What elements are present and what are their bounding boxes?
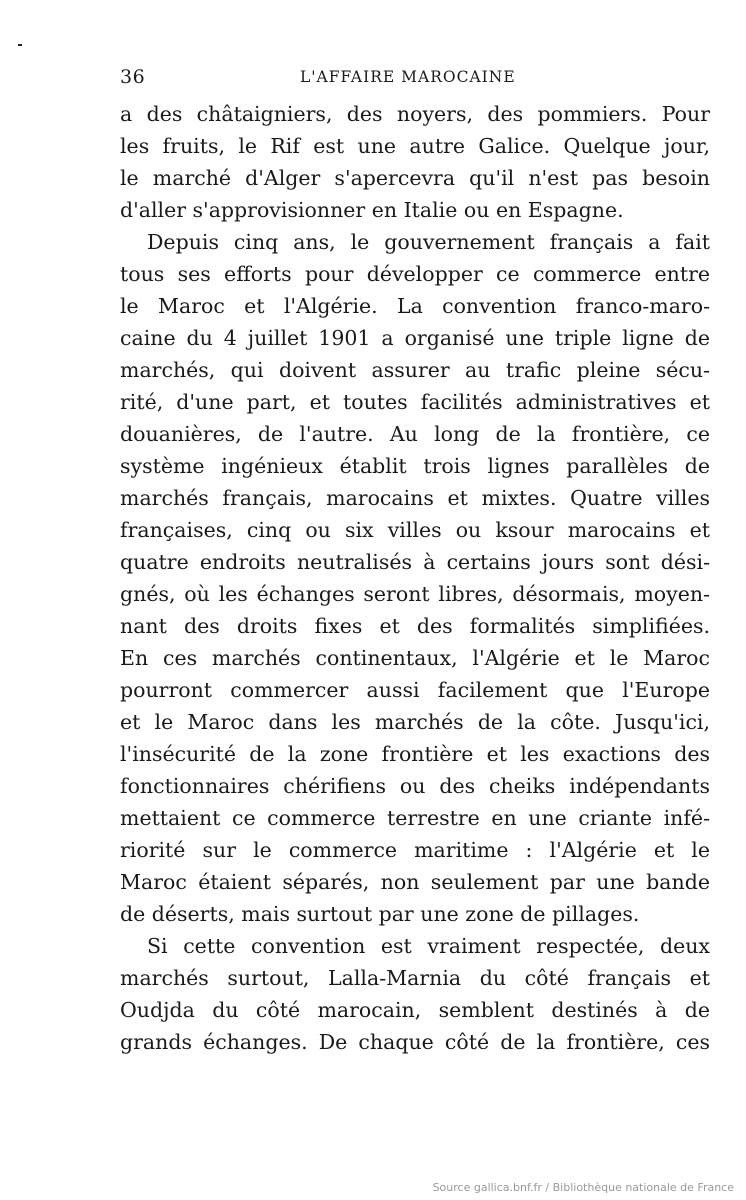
text-line: gnés, où les échanges seront libres, désormais, moyen- [120, 582, 710, 606]
body-text [120, 98, 710, 1058]
text-line: françaises, cinq ou six villes ou ksour marocains et [120, 518, 710, 542]
text-line: nant des droits fixes et des formalités simplifiées. [120, 614, 710, 638]
running-title: L'AFFAIRE MAROCAINE [300, 68, 516, 86]
text-line: d'aller s'approvisionner en Italie ou en Espagne. [120, 198, 624, 222]
text-line: tous ses efforts pour développer ce commerce entre [120, 262, 710, 286]
text-line: Depuis cinq ans, le gouvernement français a fait [147, 230, 710, 254]
text-line: grands échanges. De chaque côté de la frontière, ces [120, 1030, 710, 1054]
text-line: Si cette convention est vraiment respectée, deux [147, 934, 710, 958]
page-header [120, 66, 710, 90]
text-line: marchés français, marocains et mixtes. Quatre villes [120, 486, 710, 510]
text-line: En ces marchés continentaux, l'Algérie et le Maroc [120, 646, 710, 670]
text-line: marchés, qui doivent assurer au trafic pleine sécu- [120, 358, 710, 382]
text-line: riorité sur le commerce maritime : l'Algérie et le [120, 838, 710, 862]
text-line: marchés surtout, Lalla-Marnia du côté français et [120, 966, 710, 990]
page-number: 36 [120, 66, 146, 88]
text-line: le marché d'Alger s'apercevra qu'il n'est pas besoin [120, 166, 710, 190]
text-line: système ingénieux établit trois lignes parallèles de [120, 454, 710, 478]
text-line: a des châtaigniers, des noyers, des pommiers. Pour [120, 102, 710, 126]
text-line: mettaient ce commerce terrestre en une criante infé- [120, 806, 710, 830]
text-line: Maroc étaient séparés, non seulement par une bande [120, 870, 710, 894]
text-line: les fruits, le Rif est une autre Galice. Quelque jour, [120, 134, 710, 158]
text-line: de déserts, mais surtout par une zone de pillages. [120, 902, 640, 926]
text-line: et le Maroc dans les marchés de la côte. Jusqu'ici, [120, 710, 710, 734]
text-line: quatre endroits neutralisés à certains jours sont dési- [120, 550, 710, 574]
text-line: douanières, de l'autre. Au long de la frontière, ce [120, 422, 710, 446]
text-line: fonctionnaires chérifiens ou des cheiks indépendants [120, 774, 710, 798]
text-line: rité, d'une part, et toutes facilités administratives et [120, 390, 710, 414]
text-line: caine du 4 juillet 1901 a organisé une triple ligne de [120, 326, 710, 350]
text-line: le Maroc et l'Algérie. La convention franco-maro- [120, 294, 710, 318]
text-line: Oudjda du côté marocain, semblent destinés à de [120, 998, 710, 1022]
page-edge-mark [18, 44, 22, 46]
text-line: l'insécurité de la zone frontière et les exactions des [120, 742, 710, 766]
source-attribution: Source gallica.bnf.fr / Bibliothèque nationale de France [432, 1181, 734, 1194]
text-line: pourront commercer aussi facilement que l'Europe [120, 678, 710, 702]
